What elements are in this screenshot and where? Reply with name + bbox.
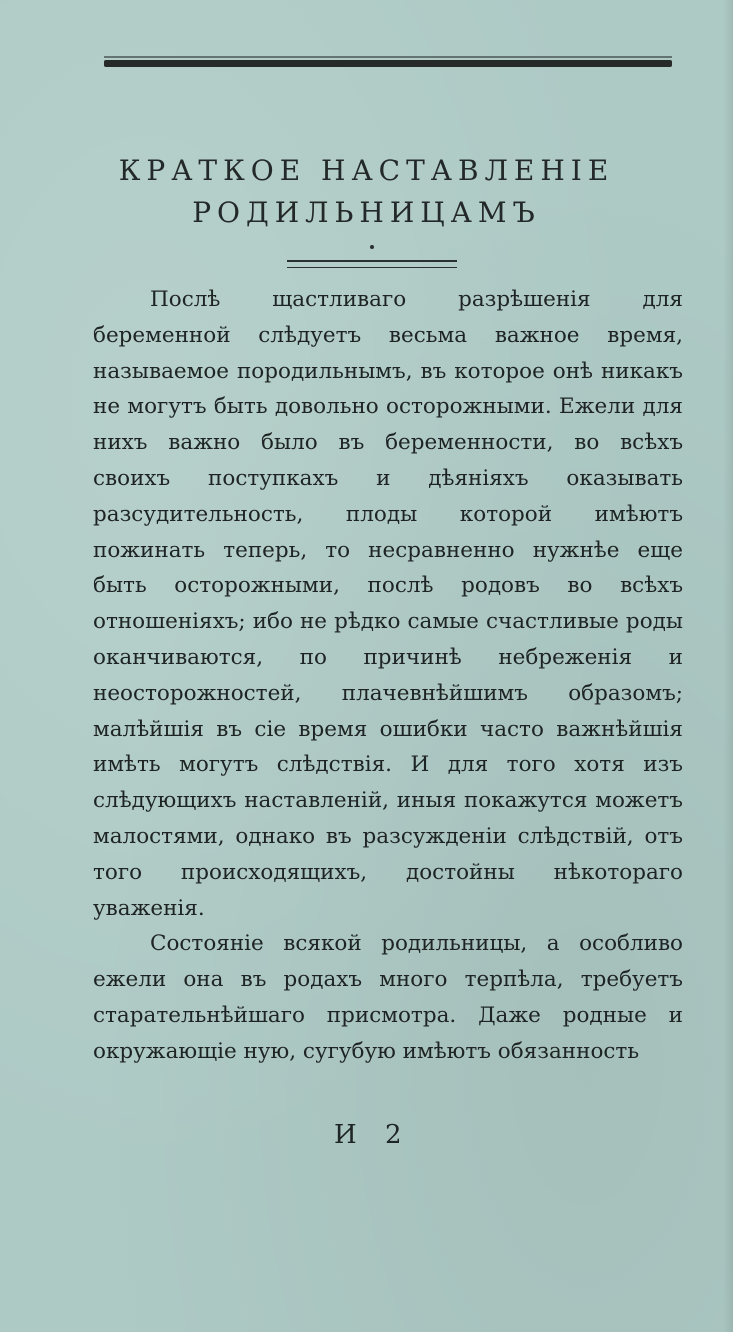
body-text — [93, 282, 683, 1070]
printer-signature: И 2 — [334, 1120, 412, 1150]
top-ornamental-rule — [104, 60, 672, 67]
title-line-2: РОДИЛЬНИЦАМЪ — [192, 196, 541, 229]
paragraph-2: Состояніе всякой родильницы, а особливо ежели она въ родахъ много терпѣла, требуетъ старательнѣйшаго присмотра. Даже родные и окружающіе ную, сугубую имѣютъ обязанность — [93, 931, 683, 1064]
title-block — [60, 150, 673, 234]
paragraph-1: Послѣ щастливаго разрѣшенія для беременной слѣдуетъ весьма важное время, называемое породильнымъ, въ которое онѣ никакъ не могутъ быть довольно осторожными. Ежели для нихъ важно было въ беременности, во всѣхъ своихъ поступкахъ и дѣяніяхъ оказывать разсудительность, плоды которой имѣютъ пожинать теперь, то несравненно нужнѣе еще быть осторожными, послѣ родовъ во всѣхъ отношеніяхъ; ибо не рѣдко самые счастливые роды оканчиваются, по причинѣ небреженія и неосторожностей, плачевнѣйшимъ образомъ; малѣйшія въ сіе время ошибки часто важнѣйшія имѣть могутъ слѣдствія. И для того хотя изъ слѣдующихъ наставленій, иныя покажутся можетъ малостями, однако въ разсужденіи слѣдствій, отъ того происходящихъ, достойны нѣкотораго уваженія. — [93, 287, 683, 921]
title-line-1: КРАТКОЕ НАСТАВЛЕНІЕ — [118, 154, 615, 187]
title-divider-rule — [287, 260, 457, 268]
title-dot-ornament — [370, 245, 374, 249]
page-edge-shadow — [723, 0, 733, 1332]
